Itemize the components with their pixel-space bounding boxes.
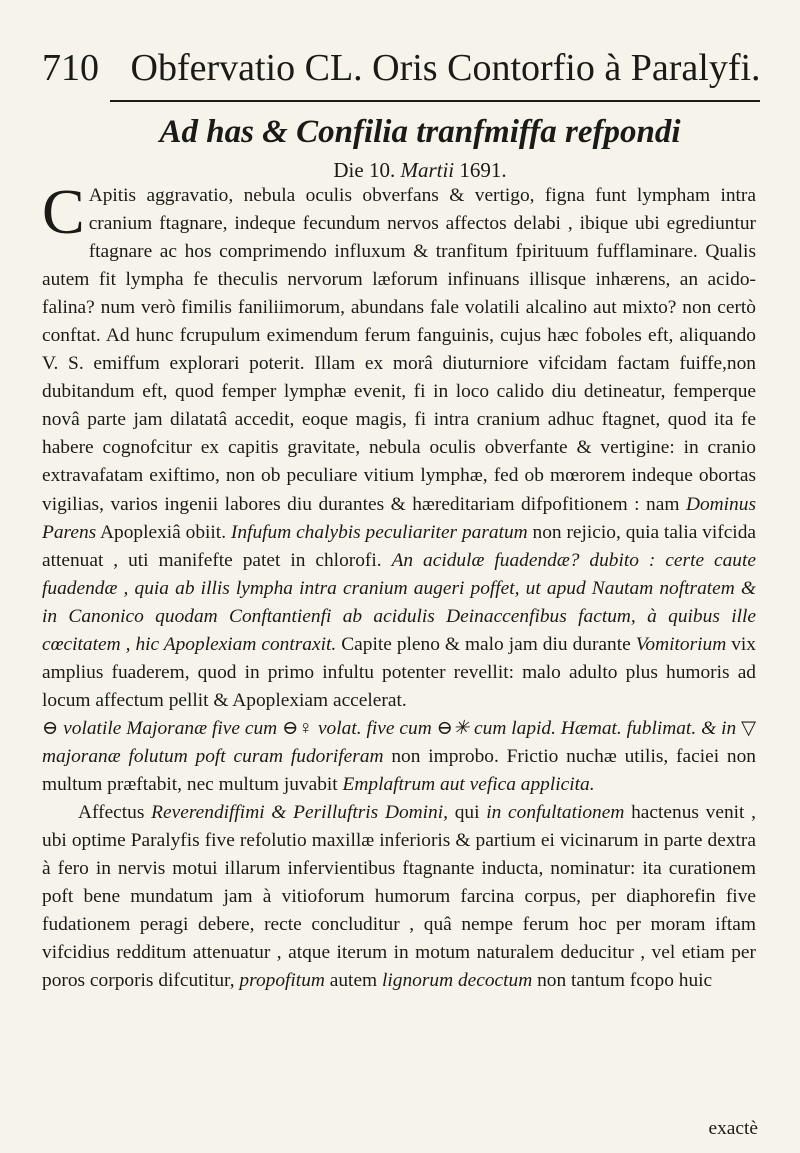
paragraph-1 [42,176,756,799]
p2-text-3: hactenus venit , ubi optime Paralyfis five refolutio maxillæ inferioris & partium ei vicinarum in parte dextra à fero in nervis motui illarum infervientibus ftagnante inducta, nominatur: ita curationem poft bene mundatum jam à vitioforum humorum farcina corpus, per diaphorefin five fudationem peragi debere, recte concluditur , quâ nempe ferum hoc per moram iftam vifcidius redditum attenuatur , atque iterum in motum naturalem deducitur , vel etiam per poros corporis difcutitur, [42,802,756,992]
p1-italic-5: ⊖ volatile Majoranæ five cum ⊖♀ volat. five cum ⊖✳ cum lapid. Hæmat. fublimat. & in ▽ majoranæ folutum poft curam fudoriferam [42,717,756,767]
p2-italic-4: lignorum decoctum [382,970,533,992]
date-year: 1691. [459,158,507,182]
p1-italic-6: Emplaftrum aut vefica applicita. [342,773,595,795]
p2-italic-2: in confultationem [486,802,625,824]
p1-text-2: Apoplexiâ obiit. [100,521,227,543]
p1-italic-3: An acidulæ fuadendæ? dubito : certe caute fuadendæ , quia ab illis lympha intra cranium augeri poffet, ut apud Nautam noftratem & in Canonico quodam Conftantienfi ab acidulis Deinaccenfibus factum, à quibus ille cœcitatem , hic Apoplexiam contraxit. [42,549,756,655]
page-header [42,40,760,96]
p2-text-4: autem [329,970,378,992]
date-line [80,156,760,184]
p2-italic-1: Reverendiffimi & Perilluftris Domini, [151,802,448,824]
p2-text-2: qui [454,802,480,824]
p2-text-5: non tantum fcopo huic [537,970,713,992]
p1-text-6: non improbo. Frictio nuchæ utilis, faciei non multum præftabit, nec multum juvabit [42,745,756,795]
page-number: 710 [42,47,99,89]
p1-italic-1: Dominus Parens [42,493,756,543]
running-title: Obfervatio CL. Oris Contorfio à Paralyfi. [130,47,761,89]
p1-italic-2: Infufum chalybis peculiariter paratum [230,521,528,543]
p1-text-3: non rejicio, quia talia vifcida attenuat , uti manifefte patet in chlorofi. [42,521,756,571]
p1-text-1: Apitis aggravatio, nebula oculis obverfans & vertigo, figna funt lympham intra cranium ftagnare, indeque fecundum nervos affectos delabi , ibique ubi egrediuntur ftagnare ac hos comprimendo influxum & tranfitum fpirituum fufflaminare. Qualis autem fit lympha fe theculis nervorum læforum infinuans illisque inhærens, an acido-falina? num verò fimilis faniliimorum, abundans fale volatili alcalino aut mixto? non certò conftat. Ad hunc fcrupulum eximendum ferum fanguinis, cujus hæc foboles eft, aliquando V. S. emiffum explorari poterit. Illam ex morâ diuturniore vifcidam factam fuiffe,non dubitandum eft, quod femper lymphæ evenit, fi in loco calido diu detineatur, femperque novâ parte jam dilatatâ accedit, eoque magis, fi intra cranium adhuc ftagnet, quod ita fe habere cognofcitur ex capitis gravitate, nebula oculis obverfante & vertigine: in cranio extravafatam exiftimo, non ob peculiare vitium lymphæ, fed ob mœrorem indeque obortas vigilias, varios ingenii labores diu durantes & hæreditariam difpofitionem : nam [42,185,756,515]
p2-italic-3: propofitum [239,970,325,992]
p1-text-4: Capite pleno & malo jam diu durante [341,633,631,655]
date-prefix: Die 10. [333,158,396,182]
body-text [42,176,756,995]
section-heading: Ad has & Confilia tranfmiffa refpondi [159,114,681,150]
p1-text-5: vix amplius fuaderem, quod in primo infultu potenter revellit: malo adulto plus humoris ad locum affectum pellit & Apoplexiam accelerat. [42,633,756,711]
header-rule [110,100,760,102]
drop-cap: C [42,176,85,247]
date-month: Martii [400,158,455,182]
p2-text-1: Affectus [78,802,145,824]
catch-word: exactè [708,1118,758,1139]
paragraph-2 [42,799,756,995]
p1-italic-4: Vomitorium [635,633,727,655]
